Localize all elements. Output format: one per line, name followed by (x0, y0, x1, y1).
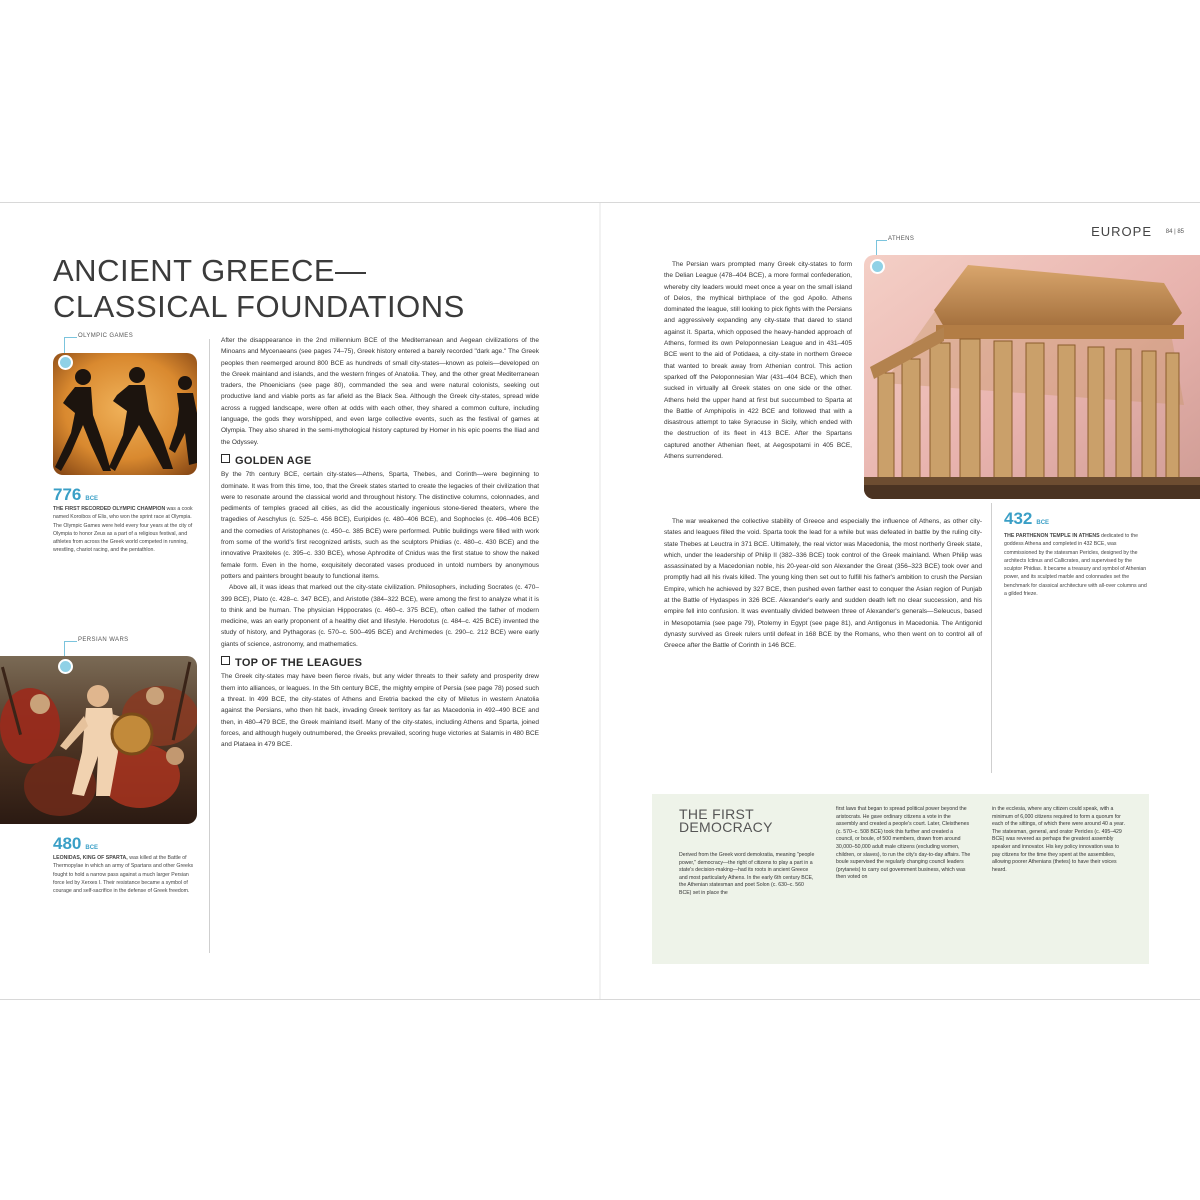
athens-label: ATHENS (888, 236, 915, 242)
feature-column-2: first laws that began to spread political power beyond the aristocrats. He gave ordinary citizens a vote in the assembly and created a people's court. Later, Cleisthenes (c. 570–c. 508 BCE) took this further and created a council, or boule, of 500 members, drawn from around 30,000–50,000 adult male citizens (excluding women, children, or slaves), to run the city's day-to-day affairs. The boule supervised the regularly changing council leaders (prytaneis) to carry out government business, which was then voted on (836, 806, 971, 881)
heading-top-of-leagues-text: TOP OF THE LEAGUES (235, 657, 363, 670)
parthenon-image (864, 255, 1200, 499)
athens-caption-text: dedicated to the goddess Athena and completed in 432 BCE, was commissioned by the statesman Pericles, designed by the architects Ictinus and Callicrates, and supervised by the sculptor Phidias. It became a treasury and symbol of Athenian power, and its sculpted marble and colonnades set the benchmark for classical architecture with all-over columns and a gilded frieze. (1004, 533, 1147, 598)
olympic-runners-image (53, 353, 197, 475)
heading-box-icon (221, 454, 230, 463)
athens-caption (1004, 532, 1150, 598)
heading-box-icon (221, 656, 230, 665)
persian-caption (53, 854, 195, 895)
athens-caption-head: THE PARTHENON TEMPLE IN ATHENS (1004, 533, 1100, 539)
athens-year-value: 432 (1004, 509, 1033, 528)
olympic-caption-text: was a cook named Koroibos of Elis, who won the sprint race at Olympia. The Olympic Games were held every four years at the city of Olympia to honor Zeus as a part of a religious festival, and athletes from across the Greek world competed in running, wrestling, chariot racing, and the pentathlon. (53, 506, 193, 554)
leonidas-painting-image (0, 656, 197, 824)
heading-golden-age-text: GOLDEN AGE (235, 454, 312, 467)
feature-title (679, 808, 773, 834)
first-democracy-feature (652, 794, 1149, 964)
persian-wars-label: PERSIAN WARS (78, 637, 129, 643)
olympic-caption-head: THE FIRST RECORDED OLYMPIC CHAMPION (53, 506, 166, 512)
title-line-1: ANCIENT GREECE— (53, 253, 367, 288)
right-column-rule (991, 503, 992, 773)
athens-year-era: BCE (1036, 520, 1050, 526)
macedonia-paragraph: The war weakened the collective stability of Greece and especially the influence of Athens, as other city-states and leagues filled the void. Sparta took the lead for a while but was defeated in battle by the ruling city-state Thebes at Leuctra in 371 BCE. Ultimately, the real victor was Macedonia, the most northerly Greek state, which, under the leadership of Philip II (382–336 BCE) took control of the Greek mainland. When Philip was assassinated by a Macedonian noble, his 20-year-old son Alexander the Great (356–323 BCE) took over and promptly had all his rivals killed. The young king then set out to fulfill his father's ambition to crush the Persian Empire, which he achieved by 327 BCE, then pushed even farther east to conquer the Asian region of Punjab at the Battle of Hydaspes in 326 BCE. Alexander's early and sudden death left no clear succession, and his empire fell into confusion. It was eventually divided between three of Alexander's generals—Seleucus, based in Mesopotamia (see page 79), Ptolemy in Egypt (see page 81), and Antigonus in Macedonia. The Antigonid dynasty survived as Greek rulers until defeat in 168 BCE by the Romans, who then went on to control all of Greece after the Battle of Corinth in 146 BCE. (664, 518, 982, 650)
olympic-year-value: 776 (53, 485, 82, 504)
ideas-paragraph: Above all, it was ideas that marked out the city-state civilization. Philosophers, including Socrates (c. 470–399 BCE), Plato (c. 428–c. 347 BCE), and Aristotle (384–322 BCE), were among the first to analyze what it is to think and be human. The physician Hippocrates (c. 460–c. 375 BCE), often called the father of modern medicine, was an early proponent of a healthy diet and lifestyle. Herodotus (c. 484–c. 425 BCE) invented the study of history, and Pythagoras (c. 570–c. 500–495 BCE) and Archimedes (c. 290–c. 212 BCE) were early giants of science, astronomy, and mathematics. (221, 584, 539, 648)
delian-league-paragraph: The Persian wars prompted many Greek city-states to form the Delian League (478–404 BCE), a more formal confederation, whereby city leaders would meet once a year on the small island of Delos, the mythical birthplace of the god Apollo. Athens dominated the league, still looking to pick fights with the Persians and aggressively expanding any city-state that dared to stand against it. Sparta, which opposed the heavy-handed approach of Athens, formed its own Peloponnesian League and in 431–405 BCE went to the aid of Potidaea, a city-state in northern Greece that wanted to break away from Athenian control. This action sparked off the Peloponnesian War (431–404 BCE), which then sucked in virtually all Greek states on one side or the other. Athens held the upper hand at first but succumbed to Sparta at the Battle of Amphipolis in 422 BCE and followed that with a disastrous attempt to take Syracuse in Sicily, which ended with the destruction of its fleet in 413 BCE. After the Spartans captured another Athenian fleet, at Aegospotami in 405 BCE, Athens surrendered. (664, 261, 852, 461)
golden-age-paragraph: By the 7th century BCE, certain city-states—Athens, Sparta, Thebes, and Corinth—were beginning to dominate. It was from this time, too, that the Greek states started to create the legacies of their civilization that were to resonate around the classical world and throughout history. The distinctive columns, colonnades, and pediments of temples graced all cities, as did the acoustically ingenious stone-tiered theaters, where the tragedies of Aeschylus (c. 525–c. 456 BCE), Euripides (c. 480–406 BCE), and Sophocles (c. 496–406 BCE) and the comedies of Aristophanes (c. 450–c. 385 BCE) were performed. Public buildings were filled with work from some of the world's first recognized artists, such as the sculptors Phidias (c. 480–c. 430 BCE) and the innovative Praxiteles (c. 395–c. 330 BCE), whose Aphrodite of Cnidus was the first statue to show the naked female form. Even in the home, exquisitely decorated vases produced in untold numbers by anonymous potters and painters brought beauty to functional items. (221, 471, 539, 580)
main-text-right-upper (664, 259, 852, 462)
page-title (53, 253, 465, 325)
book-spread (0, 202, 1200, 1000)
persian-wars-painting (0, 656, 197, 824)
page-folio: 84 | 85 (1165, 229, 1184, 235)
heading-top-of-leagues (221, 656, 539, 669)
feature-column-3: in the ecclesia, where any citizen could speak, with a minimum of 6,000 citizens required to form a quorum for each of the sittings, of which there were around 40 a year. The statesman, general, and orator Pericles (c. 495–429 BCE) was revered as perhaps the greatest assembly speaker and innovator. His key policy innovation was to pay citizens for the time they spent at the assemblies, allowing poorer Athenians (thetes) to have their voices heard. (992, 806, 1125, 873)
feature-column-1: Derived from the Greek word demokratia, meaning "people power," democracy—the right of citizens to play a part in a state's decision-making—had its roots in ancient Greece and most particularly Athens. In the early 6th century BCE, the Athenian statesman and poet Solon (c. 630–c. 560 BCE) set in place the (679, 852, 815, 896)
title-line-2: CLASSICAL FOUNDATIONS (53, 289, 465, 324)
parthenon-photo (864, 255, 1200, 499)
persian-year-era: BCE (85, 845, 99, 851)
olympic-year-era: BCE (85, 496, 99, 502)
heading-golden-age (221, 454, 539, 467)
persian-caption-head: LEONIDAS, KING OF SPARTA, (53, 855, 128, 861)
athens-year (1004, 509, 1049, 529)
feature-title-line-1: THE FIRST (679, 806, 755, 822)
persian-caption-text: was killed at the Battle of Thermopylae in which an army of Spartans and other Greeks fought to hold a narrow pass against a much larger Persian force led by Xerxes I. Their resistance became a symbol of courage and self-sacrifice in the defense of Greek freedom. (53, 855, 194, 895)
olympic-games-label: OLYMPIC GAMES (78, 333, 134, 339)
athens-marker-dot (870, 259, 885, 274)
feature-title-line-2: DEMOCRACY (679, 819, 773, 835)
persian-year (53, 834, 98, 854)
section-header: EUROPE (1091, 224, 1152, 239)
left-column-rule (209, 339, 210, 953)
leagues-paragraph: The Greek city-states may have been fierce rivals, but any wider threats to their safety and prosperity drew them into alliances, or leagues. In the 5th century BCE, the mighty empire of Persia (see page 78) posed such a threat. In 499 BCE, the city-states of Athens and Eretria backed the city of Miletus in western Anatolia against the Persians, who then hit back, invading Greek territory as far as Macedonia in 492–490 BCE and then, in 480–479 BCE, the Greek mainland itself. Many of the city-states, including Athens and Sparta, joined forces, and although hugely outnumbered, the Greeks prevailed, scoring huge victories at Salamis in 480 BCE and Plataea in 479 BCE. (221, 673, 539, 749)
olympic-marker-dot (58, 355, 73, 370)
persian-year-value: 480 (53, 834, 82, 853)
page-gutter (599, 203, 601, 999)
olympic-year (53, 485, 98, 505)
olympic-caption (53, 505, 195, 555)
olympic-vase-photo (53, 353, 197, 475)
persian-marker-dot (58, 659, 73, 674)
main-text-right-lower (664, 516, 982, 652)
main-text-left (221, 335, 539, 750)
intro-paragraph: After the disappearance in the 2nd millennium BCE of the Mediterranean and Aegean civilizations of the Minoans and Mycenaeans (see pages 74–75), Greek history entered a barely recorded "dark age." The Greek peoples then reemerged around 800 BCE as hundreds of small city-states—known as poleis—developed on the Greek mainland and islands, and the western fringes of Anatolia. They, and the other great Mediterranean traders, the Phoenicians (see page 80), commanded the sea and were natural colonists, seeking out productive land and viable ports as far afield as the Black Sea. Although the Greek city-states, spread wide across a rugged landscape, were often at odds with each other, they shared a common culture, including language, the gods they worshipped, and even large collective events, such as the festival of games at Olympia. They also shared in the semi-mythological history captured by Homer in his epic poems the Iliad and the Odyssey. (221, 337, 539, 446)
